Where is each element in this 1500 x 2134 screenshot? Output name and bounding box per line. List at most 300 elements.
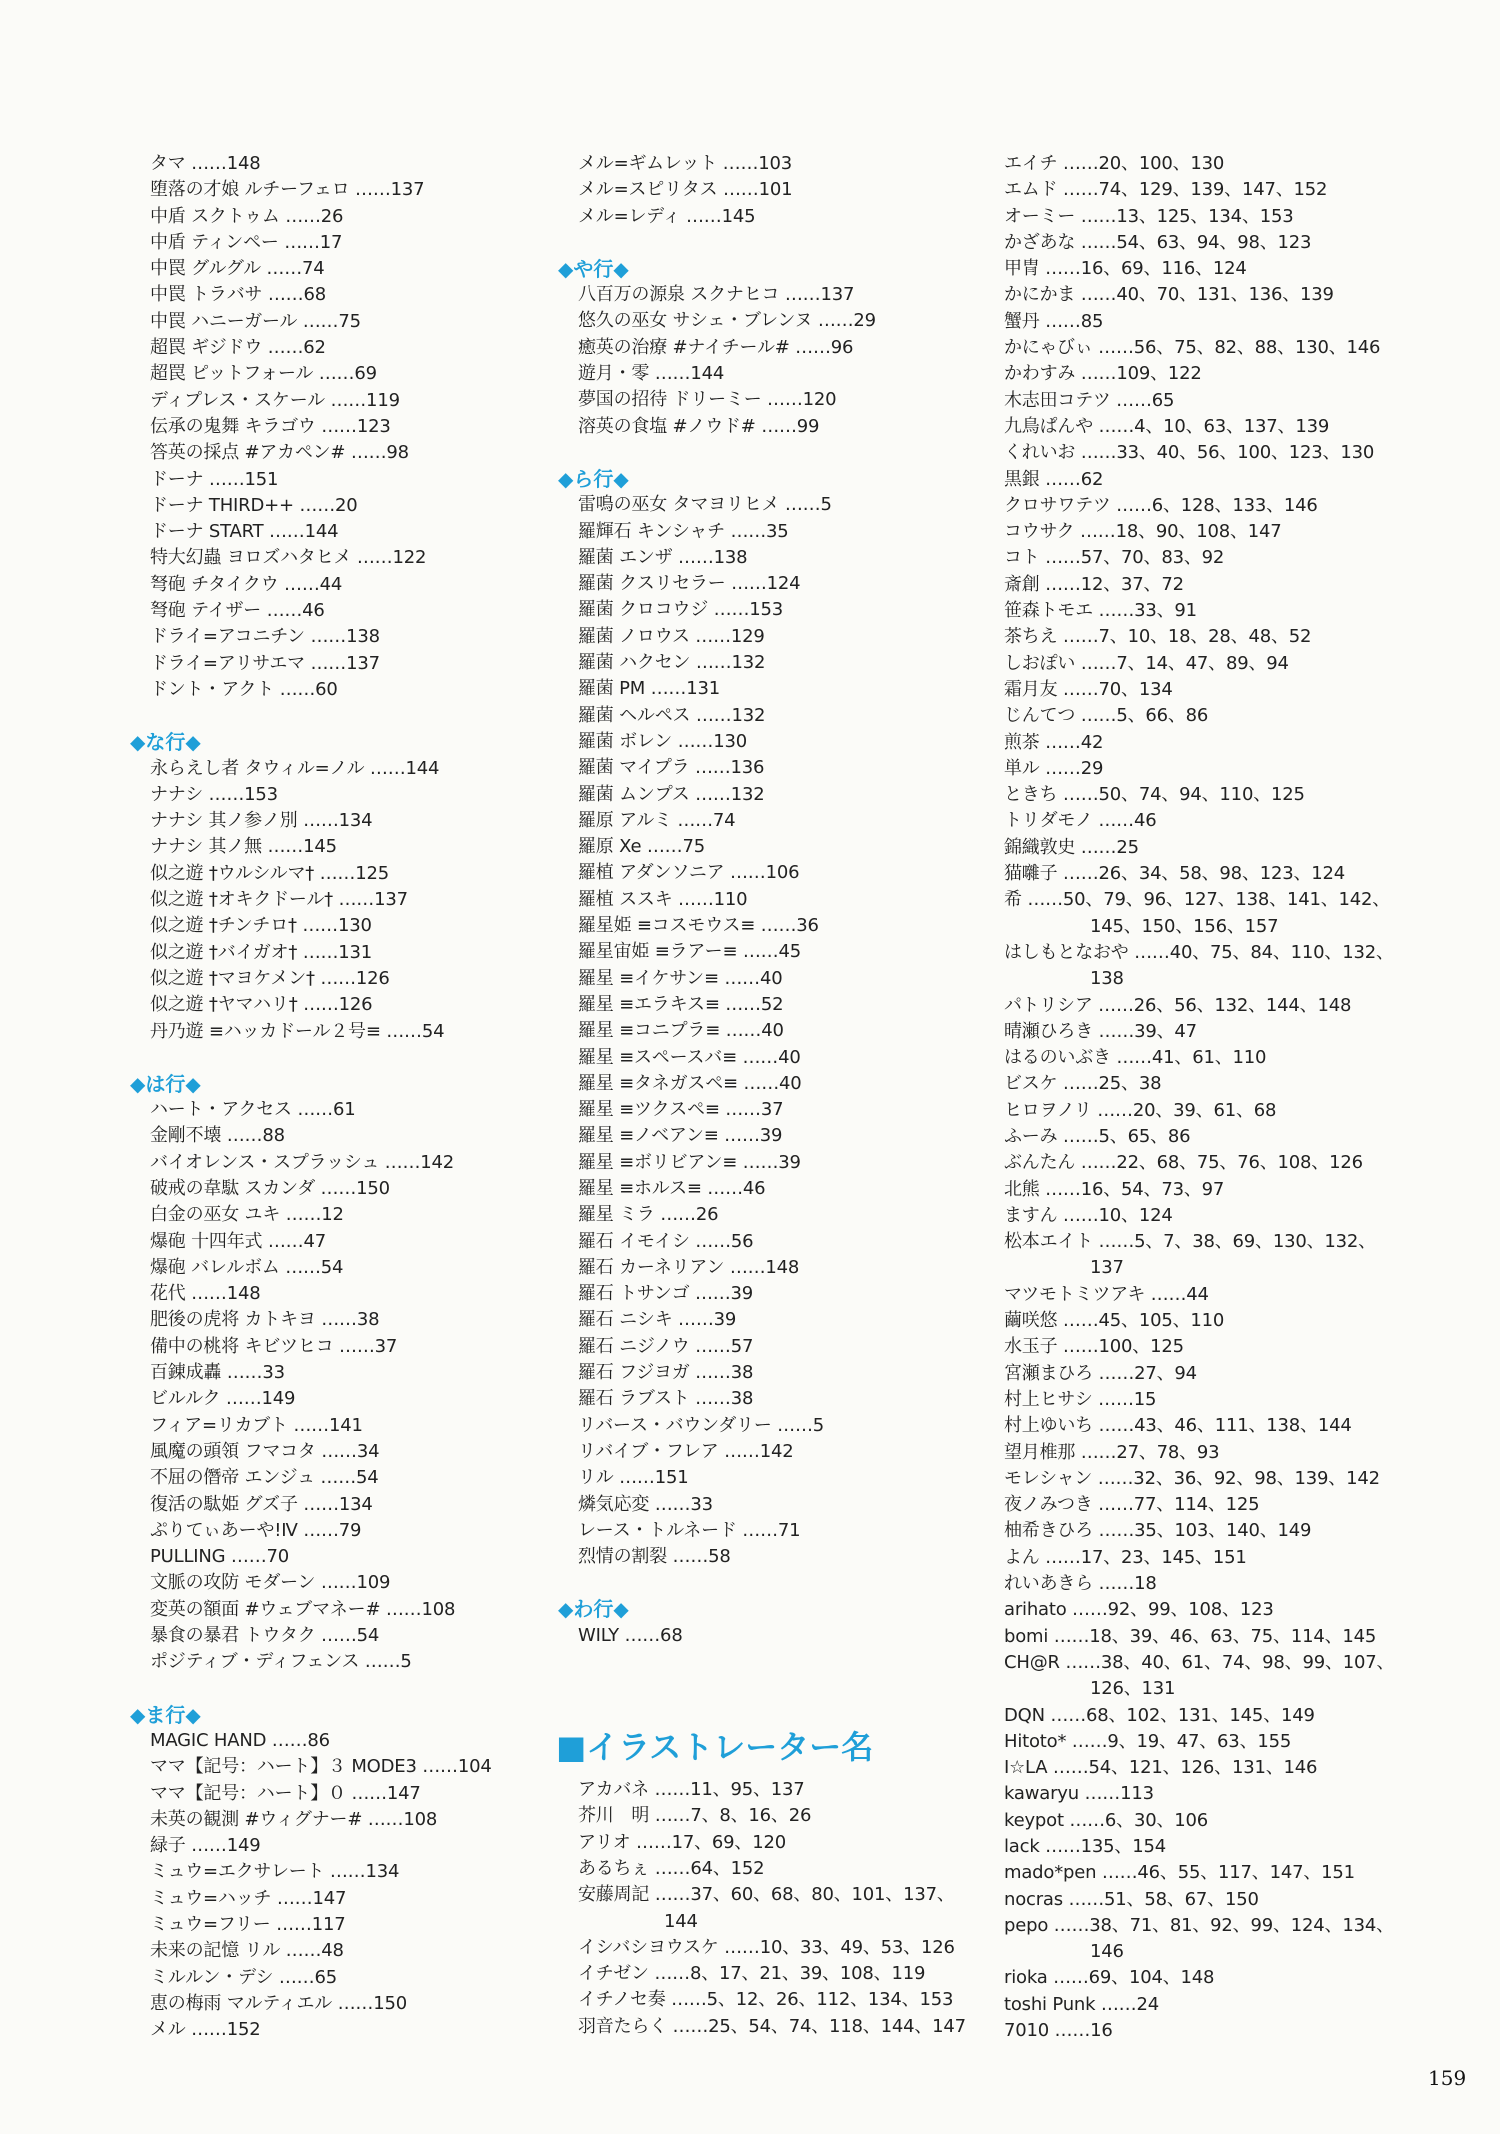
index-entry-text: ますん ……10、124: [1004, 1204, 1173, 1226]
index-entry: [150, 1518, 560, 1544]
index-entry-text: 燐気応変 ……33: [578, 1493, 713, 1515]
index-entry-text: ときち ……50、74、94、110、125: [1004, 784, 1305, 806]
index-entry: [1004, 545, 1444, 571]
index-entry: [578, 492, 988, 518]
index-entry-text: 希 ……50、79、96、127、138、141、142、: [1004, 889, 1391, 911]
index-entry: [1004, 1571, 1444, 1597]
index-entry-text: かわすみ ……109、122: [1004, 363, 1202, 385]
index-entry: [578, 1961, 988, 1987]
index-entry: [150, 151, 560, 177]
index-entry: [578, 1150, 988, 1176]
index-entry-text: 羅菌 ヘルペス ……132: [578, 704, 766, 726]
index-entry: [578, 282, 988, 308]
index-entry-text: かにゃびぃ ……56、75、82、88、130、146: [1004, 337, 1381, 359]
index-entry: [150, 1570, 560, 1596]
index-entry-text: 不屈の僭帝 エンジュ ……54: [150, 1467, 379, 1489]
index-entry-text: 似之遊 †チンチロ† ……130: [150, 915, 372, 937]
index-entry-text: 猫囃子 ……26、34、58、98、123、124: [1004, 863, 1346, 885]
index-section: [150, 151, 560, 703]
index-entry: [1004, 1466, 1444, 1492]
index-entry-text: クロサワテツ ……6、128、133、146: [1004, 494, 1318, 516]
index-entry: [1004, 572, 1444, 598]
index-entry: [1004, 1413, 1444, 1439]
index-entry-text: 癒英の治療 #ナイチール# ……96: [578, 336, 854, 358]
index-entry: [150, 467, 560, 493]
index-entry: [578, 1413, 988, 1439]
index-entry: [1004, 703, 1444, 729]
index-entry: [1004, 1492, 1444, 1518]
index-entry: [1004, 1045, 1444, 1071]
index-entry: [578, 2014, 988, 2040]
index-entry-text: 弩砲 チタイクウ ……44: [150, 573, 343, 595]
index-entry: [1004, 1334, 1444, 1360]
index-entry-text: 羅石 イモイシ ……56: [578, 1230, 754, 1252]
index-entry-text: 羅石 ラブスト ……38: [578, 1388, 754, 1410]
index-entry-text: 羅菌 PM ……131: [578, 678, 720, 700]
index-entry-text: 芥川 明 ……7、8、16、26: [578, 1805, 812, 1827]
index-entry-text: PULLING ……70: [150, 1546, 290, 1568]
index-entry: [578, 1777, 988, 1803]
index-section: [578, 151, 988, 230]
index-entry: [150, 1019, 560, 1045]
index-entry: [1004, 1361, 1444, 1387]
index-entry-text: メル ……152: [150, 2019, 261, 2041]
index-entry: [578, 808, 988, 834]
index-section: [130, 1702, 560, 2044]
index-entry-text: 似之遊 †ウルシルマ† ……125: [150, 862, 389, 884]
index-entry: [1004, 993, 1444, 1019]
index-entry: [150, 1307, 560, 1333]
index-entry-text: 羅星 ≡ノベアン≡ ……39: [578, 1125, 783, 1147]
index-entry: [578, 1987, 988, 2013]
index-entry: [578, 308, 988, 334]
index-entry: [150, 1544, 560, 1570]
index-entry-text: 中盾 ティンペー ……17: [150, 231, 343, 253]
index-entry-text: エイチ ……20、100、130: [1004, 153, 1225, 174]
index-entry-text: 永らえし者 タウィル=ノル ……144: [150, 757, 440, 779]
index-entry: [150, 1281, 560, 1307]
index-entry-text: ドーナ START ……144: [150, 521, 339, 543]
index-entry: [1004, 1624, 1444, 1650]
index-entry: [150, 1465, 560, 1491]
index-entry: [150, 861, 560, 887]
index-entry-text: 伝承の鬼舞 キラゴウ ……123: [150, 415, 391, 437]
index-entry: [578, 519, 988, 545]
index-entry: [578, 1386, 988, 1412]
index-entry: [150, 834, 560, 860]
index-entry: [578, 992, 988, 1018]
index-entry-text: じんてつ ……5、66、86: [1004, 705, 1209, 727]
index-entry: [1004, 309, 1444, 335]
index-entry: [150, 808, 560, 834]
index-entry-text: アカバネ ……11、95、137: [578, 1779, 805, 1801]
index-entry: [1004, 335, 1444, 361]
index-column-right: [1004, 151, 1444, 2044]
index-entry: [578, 1623, 988, 1649]
index-entry-text: 羅星宙姫 ≡ラアー≡ ……45: [578, 941, 801, 963]
index-entry-text: 溶英の食塩 #ノウド# ……99: [578, 415, 820, 437]
index-entry: [1004, 414, 1444, 440]
index-entry-text: Hitoto* ……9、19、47、63、155: [1004, 1730, 1292, 1752]
index-entry-text: ビスケ ……25、38: [1004, 1073, 1162, 1095]
index-entry-text: メル=ギムレット ……103: [578, 153, 792, 174]
index-entry: [1004, 1834, 1444, 1860]
index-entry: [150, 1334, 560, 1360]
index-entry: [578, 1202, 988, 1228]
index-entry: [1004, 1913, 1444, 1966]
index-entry-text: 羅星 ≡ホルス≡ ……46: [578, 1177, 766, 1199]
index-entry: [150, 887, 560, 913]
index-entry-text: アリオ ……17、69、120: [578, 1831, 786, 1853]
index-entry: [578, 1935, 988, 1961]
index-entry-text: しおぽい ……7、14、47、89、94: [1004, 652, 1289, 674]
index-entry-text: 遊月・零 ……144: [578, 363, 725, 385]
index-entry: [150, 572, 560, 598]
index-entry: [150, 1597, 560, 1623]
index-entry-text: 羅菌 ハクセン ……132: [578, 652, 766, 674]
index-entry: [150, 1807, 560, 1833]
index-entry: [578, 1465, 988, 1491]
index-entry: [578, 966, 988, 992]
index-entry: [1004, 256, 1444, 282]
index-section: [556, 1725, 988, 2040]
index-entry: [150, 1492, 560, 1518]
index-entry-text: ドライ=アコニチン ……138: [150, 626, 380, 648]
index-entry-text: ミルルン・デシ ……65: [150, 1966, 337, 1988]
index-entry: [578, 1439, 988, 1465]
index-entry: [1004, 1729, 1444, 1755]
index-entry: [1004, 1887, 1444, 1913]
index-entry: [1004, 1440, 1444, 1466]
index-entry: [578, 414, 988, 440]
index-entry: [150, 1912, 560, 1938]
index-entry-text: ドライ=アリサエマ ……137: [150, 652, 380, 674]
index-entry-text: メル=スピリタス ……101: [578, 179, 793, 201]
index-entry-text: コウサク ……18、90、108、147: [1004, 521, 1282, 543]
index-entry: [150, 282, 560, 308]
index-section: [130, 1071, 560, 1676]
index-entry-text: 特大幻蟲 ヨロズハタヒメ ……122: [150, 547, 427, 569]
index-entry: [150, 177, 560, 203]
index-entry-text: はしもとなおや ……40、75、84、110、132、: [1004, 941, 1394, 963]
index-entry-text: イシバシヨウスケ ……10、33、49、53、126: [578, 1936, 955, 1958]
index-entry-text: 百錬成轟 ……33: [150, 1362, 285, 1384]
index-entry: [578, 1123, 988, 1149]
index-entry-text: 似之遊 †ヤマハリ† ……126: [150, 994, 373, 1016]
index-entry: [578, 177, 988, 203]
index-entry-text: 似之遊 †バイガオ† ……131: [150, 941, 373, 963]
index-entry-continuation: 146: [1090, 1941, 1124, 1963]
section-heading: ◆な行◆: [130, 730, 201, 755]
index-entry-text: 羅星 ≡コニプラ≡ ……40: [578, 1020, 784, 1042]
index-entry-continuation: 137: [1090, 1257, 1124, 1279]
index-entry: [1004, 1755, 1444, 1781]
index-entry: [578, 650, 988, 676]
index-entry: [150, 1123, 560, 1149]
index-entry-text: 木志田コテツ ……65: [1004, 389, 1175, 411]
index-entry-text: keypot ……6、30、106: [1004, 1809, 1209, 1831]
index-entry-text: 水玉子 ……100、125: [1004, 1336, 1184, 1358]
page-number: 159: [1428, 2066, 1467, 2090]
index-entry: [1004, 177, 1444, 203]
index-entry-text: mado*pen ……46、55、117、147、151: [1004, 1862, 1355, 1884]
index-entry-text: 破戒の韋駄 スカンダ ……150: [150, 1177, 390, 1199]
index-entry: [1004, 782, 1444, 808]
index-entry-text: pepo ……38、71、81、92、99、124、134、: [1004, 1914, 1394, 1936]
index-entry: [1004, 756, 1444, 782]
index-entry-text: よん ……17、23、145、151: [1004, 1546, 1247, 1568]
index-entry-text: 夢国の招待 ドリーミー ……120: [578, 389, 837, 411]
index-entry-text: 羅菌 エンザ ……138: [578, 546, 748, 568]
index-entry: [150, 414, 560, 440]
index-entry: [1004, 1124, 1444, 1150]
index-entry: [1004, 230, 1444, 256]
index-entry-text: モレシャン ……32、36、92、98、139、142: [1004, 1467, 1380, 1489]
index-entry: [578, 939, 988, 965]
index-entry-text: 金剛不壊 ……88: [150, 1125, 285, 1147]
section-heading: ◆ま行◆: [130, 1702, 201, 1727]
index-entry: [150, 1439, 560, 1465]
index-entry: [578, 387, 988, 413]
index-entry-text: ナナシ ……153: [150, 783, 278, 805]
index-entry-text: イチゼン ……8、17、21、39、108、119: [578, 1963, 926, 1985]
index-entry-text: 丹乃遊 ≡ハッカドール２号≡ ……54: [150, 1020, 445, 1042]
section-heading: ◆や行◆: [558, 256, 629, 281]
index-entry: [150, 913, 560, 939]
index-entry-text: タマ ……148: [150, 153, 261, 174]
index-entry-text: かにかま ……40、70、131、136、139: [1004, 284, 1334, 306]
index-entry: [1004, 1177, 1444, 1203]
section-heading: ◆わ行◆: [558, 1597, 629, 1622]
index-entry-text: 羅菌 ムンプス ……132: [578, 783, 765, 805]
index-entry-text: 中罠 ハニーガール ……75: [150, 310, 361, 332]
index-entry-text: 羅星姫 ≡コスモウス≡ ……36: [578, 915, 819, 937]
index-entry: [1004, 493, 1444, 519]
index-entry: [150, 1202, 560, 1228]
index-entry: [150, 1991, 560, 2017]
index-entry-text: フィア=リカブト ……141: [150, 1414, 363, 1436]
index-entry-text: 蟹丹 ……85: [1004, 310, 1104, 332]
index-entry-text: 羅星 ≡イケサン≡ ……40: [578, 967, 783, 989]
index-entry-text: 羅輝石 キンシャチ ……35: [578, 520, 789, 542]
index-entry-text: 変英の額面 #ウェブマネー# ……108: [150, 1598, 456, 1620]
index-entry-text: ママ【記号：ハート】０ ……147: [150, 1782, 421, 1804]
index-entry-text: 霜月友 ……70、134: [1004, 678, 1173, 700]
index-entry-text: bomi ……18、39、46、63、75、114、145: [1004, 1625, 1377, 1647]
index-entry: [150, 782, 560, 808]
index-entry-text: 7010 ……16: [1004, 2020, 1113, 2042]
index-entry-text: 超罠 ギジドウ ……62: [150, 337, 326, 359]
index-entry-text: くれいお ……33、40、56、100、123、130: [1004, 442, 1375, 464]
index-entry-text: 八百万の源泉 スクナヒコ ……137: [578, 284, 855, 306]
index-entry: [150, 598, 560, 624]
index-entry-text: ドーナ THIRD++ ……20: [150, 494, 358, 516]
index-entry: [578, 1281, 988, 1307]
index-entry-text: ポジティブ・ディフェンス ……5: [150, 1651, 412, 1673]
index-column-middle: [556, 151, 988, 2040]
index-entry-text: 堕落の才娘 ルチーフェロ ……137: [150, 179, 425, 201]
index-entry-text: 羅石 ニシキ ……39: [578, 1309, 737, 1331]
index-entry: [150, 1938, 560, 1964]
index-entry: [1004, 282, 1444, 308]
index-entry: [578, 782, 988, 808]
index-entry: [150, 1150, 560, 1176]
index-entry: [1004, 1150, 1444, 1176]
index-entry-text: 中盾 スクトゥム ……26: [150, 205, 344, 227]
index-entry: [1004, 204, 1444, 230]
index-entry: [578, 335, 988, 361]
index-entry-text: 似之遊 †オキクドール† ……137: [150, 889, 408, 911]
index-section: [558, 256, 988, 440]
index-entry-text: ドーナ ……151: [150, 468, 279, 490]
index-entry-text: CH@R ……38、40、61、74、98、99、107、: [1004, 1651, 1395, 1673]
index-entry: [150, 545, 560, 571]
index-entry-text: 羅星 ミラ ……26: [578, 1204, 719, 1226]
index-entry: [1004, 1597, 1444, 1623]
index-entry: [150, 388, 560, 414]
index-entry: [150, 256, 560, 282]
index-entry-text: リバイブ・フレア ……142: [578, 1440, 794, 1462]
index-entry-text: 肥後の虎将 カトキヨ ……38: [150, 1309, 380, 1331]
index-entry: [1004, 835, 1444, 861]
index-entry-text: リバース・バウンダリー ……5: [578, 1414, 825, 1436]
index-entry-text: ママ【記号：ハート】３ MODE3 ……104: [150, 1756, 492, 1778]
index-entry-text: 羅星 ≡スペースバ≡ ……40: [578, 1046, 801, 1068]
index-entry-text: 晴瀬ひろき ……39、47: [1004, 1020, 1197, 1042]
index-entry-text: MAGIC HAND ……86: [150, 1729, 330, 1751]
index-entry: [1004, 1808, 1444, 1834]
index-entry: [150, 230, 560, 256]
index-entry-text: 備中の桃将 キビツヒコ ……37: [150, 1335, 398, 1357]
index-entry: [150, 1097, 560, 1123]
index-entry: [150, 1859, 560, 1885]
index-entry-text: メル=レディ ……145: [578, 205, 756, 227]
index-entry: [1004, 1703, 1444, 1729]
index-entry: [150, 1386, 560, 1412]
index-entry: [578, 1360, 988, 1386]
index-entry: [1004, 1965, 1444, 1991]
index-entry-text: 羅石 フジヨガ ……38: [578, 1362, 754, 1384]
index-entry: [1004, 1203, 1444, 1229]
index-entry-text: 羅菌 マイプラ ……136: [578, 757, 765, 779]
index-entry: [578, 1255, 988, 1281]
index-entry: [1004, 1781, 1444, 1807]
index-entry: [578, 1334, 988, 1360]
index-entry-text: ハート・アクセス ……61: [150, 1099, 356, 1121]
index-entry-text: 文脈の攻防 モダーン ……109: [150, 1572, 391, 1594]
index-entry: [150, 992, 560, 1018]
index-entry-text: kawaryu ……113: [1004, 1783, 1154, 1805]
index-entry-text: コト ……57、70、83、92: [1004, 547, 1225, 569]
index-entry: [1004, 1860, 1444, 1886]
index-entry: [150, 493, 560, 519]
index-entry: [150, 1649, 560, 1675]
index-entry: [150, 2017, 560, 2043]
index-entry: [1004, 1387, 1444, 1413]
index-entry-text: 中罠 グルグル ……74: [150, 258, 325, 280]
index-entry-text: ディプレス・スケール ……119: [150, 389, 400, 411]
index-entry-text: バイオレンス・スプラッシュ ……142: [150, 1151, 455, 1173]
index-entry-text: パトリシア ……26、56、132、144、148: [1004, 994, 1352, 1016]
index-entry-text: 弩砲 テイザー ……46: [150, 600, 325, 622]
index-entry: [578, 676, 988, 702]
index-entry: [1004, 388, 1444, 414]
index-entry: [150, 756, 560, 782]
index-entry: [578, 1803, 988, 1829]
index-entry: [150, 1229, 560, 1255]
index-entry: [578, 1176, 988, 1202]
index-entry: [578, 1307, 988, 1333]
index-entry: [1004, 2018, 1444, 2044]
index-entry-text: 羅石 ニジノウ ……57: [578, 1335, 754, 1357]
index-entry-text: 黒銀 ……62: [1004, 468, 1104, 490]
index-entry-text: rioka ……69、104、148: [1004, 1967, 1215, 1989]
index-entry-text: 恵の梅雨 マルティエル ……150: [150, 1992, 407, 2014]
index-entry-text: 羅菌 クロコウジ ……153: [578, 599, 783, 621]
index-entry: [150, 1965, 560, 1991]
index-entry-text: レース・トルネード ……71: [578, 1519, 801, 1541]
index-entry: [578, 1492, 988, 1518]
index-entry: [578, 1856, 988, 1882]
index-entry-text: 風魔の頭領 フマコタ ……34: [150, 1440, 380, 1462]
index-entry-text: 暴食の暴君 トウタク ……54: [150, 1625, 380, 1647]
index-entry-text: 茶ちえ ……7、10、18、28、48、52: [1004, 626, 1312, 648]
index-entry-text: 笹森トモエ ……33、91: [1004, 600, 1197, 622]
index-entry-text: 羅菌 ボレン ……130: [578, 730, 747, 752]
index-entry-text: 羅星 ≡エラキス≡ ……52: [578, 993, 784, 1015]
index-entry: [1004, 808, 1444, 834]
index-entry: [1004, 624, 1444, 650]
index-entry-text: nocras ……51、58、67、150: [1004, 1888, 1259, 1910]
index-entry: [150, 519, 560, 545]
index-entry-text: リル ……151: [578, 1467, 689, 1489]
index-entry: [150, 1781, 560, 1807]
index-entry: [578, 151, 988, 177]
index-entry-text: arihato ……92、99、108、123: [1004, 1599, 1274, 1621]
index-entry-text: 羅菌 ノロウス ……129: [578, 625, 765, 647]
index-entry: [578, 1830, 988, 1856]
index-entry: [578, 1544, 988, 1570]
index-entry-continuation: 138: [1090, 968, 1124, 990]
index-entry: [578, 361, 988, 387]
index-entry-text: かざあな ……54、63、94、98、123: [1004, 231, 1312, 253]
index-entry-text: エムド ……74、129、139、147、152: [1004, 179, 1328, 201]
index-entry: [578, 1071, 988, 1097]
index-entry: [1004, 730, 1444, 756]
index-entry: [578, 913, 988, 939]
index-entry-text: 単ル ……29: [1004, 757, 1104, 779]
index-entry-text: 爆砲 バレルボム ……54: [150, 1256, 344, 1278]
index-entry-text: 錦織敦史 ……25: [1004, 836, 1139, 858]
index-entry: [578, 597, 988, 623]
index-entry-text: 村上ゆいち ……43、46、111、138、144: [1004, 1415, 1352, 1437]
index-entry: [578, 1018, 988, 1044]
index-entry-text: マツモトミツアキ ……44: [1004, 1283, 1209, 1305]
index-entry: [1004, 1071, 1444, 1097]
index-entry-text: ミュウ=エクサレート ……134: [150, 1861, 400, 1883]
index-entry-text: 緑子 ……149: [150, 1835, 261, 1857]
index-entry-text: ナナシ 其ノ無 ……145: [150, 836, 337, 858]
section-heading: ◆は行◆: [130, 1071, 201, 1096]
index-entry: [578, 1518, 988, 1544]
index-entry-text: れいあきら ……18: [1004, 1573, 1157, 1595]
index-section: [1004, 151, 1444, 2044]
index-entry: [1004, 467, 1444, 493]
index-entry-text: 答英の採点 #アカペン# ……98: [150, 442, 409, 464]
index-entry: [150, 1754, 560, 1780]
index-entry-text: ヒロヲノリ ……20、39、61、68: [1004, 1099, 1277, 1121]
index-entry-text: 羅星 ≡ツクスペ≡ ……37: [578, 1099, 784, 1121]
